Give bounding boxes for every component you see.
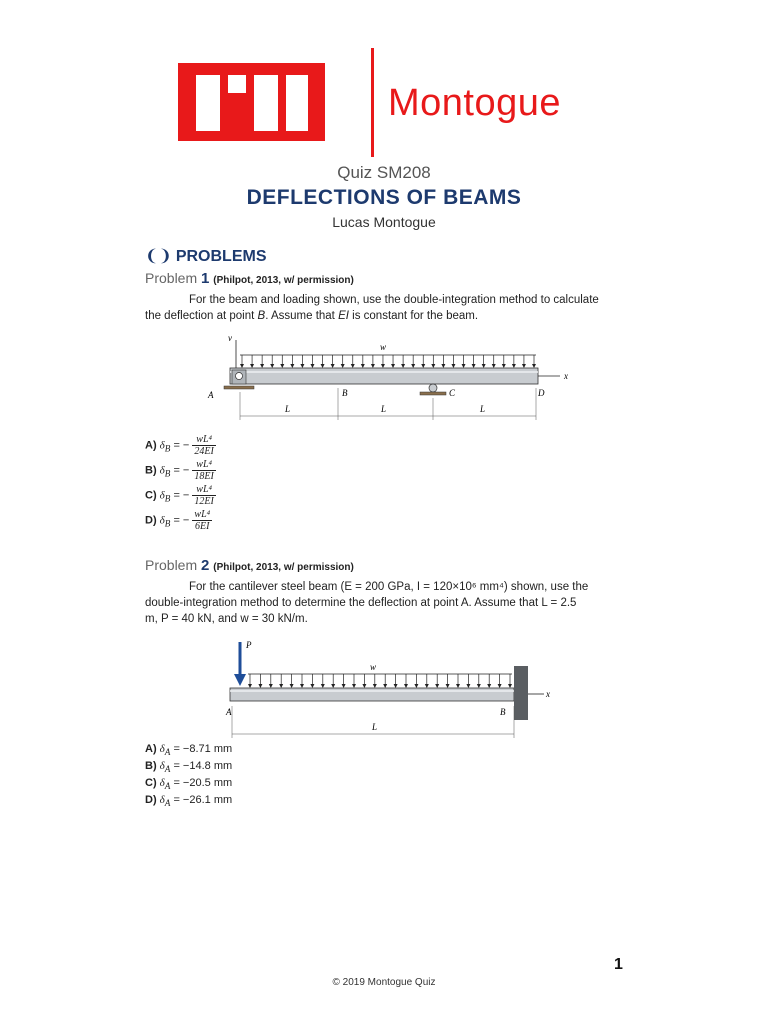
load-arrow-head — [451, 364, 455, 368]
load-arrow-head — [260, 364, 264, 368]
answer-option[interactable] — [145, 434, 216, 457]
delta-symbol: δ — [159, 777, 165, 789]
dimension-l-3: L — [480, 404, 486, 414]
page-title: DEFLECTIONS OF BEAMS — [246, 186, 522, 209]
load-arrow-head — [270, 364, 274, 368]
delta-symbol: δ — [159, 464, 165, 477]
load-arrow-head — [248, 684, 252, 688]
text-segment: EI — [338, 310, 349, 322]
logo-separator — [371, 48, 374, 157]
denominator: 6EI — [195, 521, 210, 532]
text-line: double-integration method to determine the deflection at point A. Assume that L = 2.5 — [145, 597, 577, 609]
answer-option[interactable] — [145, 794, 232, 808]
dimension-l-2: L — [381, 404, 387, 414]
load-w-label: w — [380, 342, 387, 352]
problem-2-text — [145, 579, 615, 627]
load-arrow-head — [435, 684, 439, 688]
load-arrow-head — [411, 364, 415, 368]
roller-support-c — [429, 384, 437, 392]
point-b-label: B — [500, 707, 506, 717]
subscript: B — [164, 518, 171, 529]
fraction — [192, 459, 215, 482]
v-axis-label: v — [228, 333, 232, 343]
load-arrow-head — [371, 364, 375, 368]
load-arrow-head — [404, 684, 408, 688]
text-segment: is constant for the beam. — [348, 310, 479, 322]
text-line: m, P = 40 kN, and w = 30 kN/m. — [145, 613, 308, 625]
point-a-label: A — [226, 707, 232, 717]
text-segment: . Assume that — [265, 310, 339, 322]
point-d-label: D — [538, 388, 545, 398]
load-arrow-head — [414, 684, 418, 688]
footer: © 2019 Montogue Quiz — [332, 977, 436, 988]
load-arrow-head — [361, 364, 365, 368]
text-segment: B — [257, 310, 266, 322]
load-arrow-head — [512, 364, 516, 368]
subscript: B — [164, 493, 171, 504]
answer-label: D) — [145, 514, 157, 527]
problem-1-heading — [145, 270, 354, 287]
load-arrow-head — [522, 364, 526, 368]
load-arrow-head — [532, 364, 536, 368]
load-arrow-head — [462, 364, 466, 368]
section-heading — [145, 246, 266, 266]
problem-citation: (Philpot, 2013, w/ permission) — [213, 275, 354, 286]
answer-label: D) — [145, 794, 157, 806]
answer-label: C) — [145, 777, 157, 789]
equals: = − — [170, 489, 190, 502]
quiz-label: Quiz SM208 — [337, 163, 431, 182]
answer-option[interactable] — [145, 509, 212, 532]
delta-symbol: δ — [159, 794, 165, 806]
point-c-label: C — [449, 388, 456, 398]
problem-2-heading — [145, 557, 354, 574]
equals: = − — [170, 439, 190, 452]
numerator: wL⁴ — [192, 459, 215, 471]
delta-symbol: δ — [159, 743, 165, 755]
bracket-icon: ❨❩ — [145, 248, 172, 265]
denominator: 18EI — [194, 471, 214, 482]
fraction — [192, 434, 215, 457]
x-axis-label: x — [546, 689, 550, 699]
load-arrow-head — [502, 364, 506, 368]
load-arrow-head — [381, 364, 385, 368]
answer-value: = −26.1 mm — [170, 794, 233, 806]
load-arrow-head — [508, 684, 512, 688]
subscript: B — [164, 468, 171, 479]
numerator: wL⁴ — [192, 434, 215, 446]
load-arrow-head — [498, 684, 502, 688]
load-arrow-head — [401, 364, 405, 368]
fraction — [192, 509, 212, 532]
load-arrow-head — [492, 364, 496, 368]
delta-symbol: δ — [159, 439, 165, 452]
text-line: For the cantilever steel beam (E = 200 GPa, I = 120×10⁶ mm⁴) shown, use the — [189, 581, 589, 593]
delta-symbol: δ — [159, 489, 165, 502]
text-segment: For the beam and loading shown, use the double-integration method to calculate the deflection at point — [145, 294, 599, 322]
answer-label: A) — [145, 743, 157, 755]
problem-citation: (Philpot, 2013, w/ permission) — [213, 562, 354, 573]
load-arrow-head — [441, 364, 445, 368]
load-arrow-head — [456, 684, 460, 688]
denominator: 12EI — [194, 496, 214, 507]
page-number: 1 — [614, 956, 623, 973]
answer-label: A) — [145, 439, 157, 452]
answer-option[interactable] — [145, 459, 216, 482]
subscript: B — [164, 443, 171, 454]
load-arrow-head — [482, 364, 486, 368]
load-arrow-head — [394, 684, 398, 688]
delta-symbol: δ — [159, 514, 165, 527]
point-a-label: A — [208, 390, 214, 400]
load-arrow-head — [269, 684, 273, 688]
load-arrow-head — [331, 684, 335, 688]
equals: = − — [170, 464, 190, 477]
load-arrow-head — [351, 364, 355, 368]
problem-number: 1 — [201, 270, 210, 287]
load-arrow-head — [431, 364, 435, 368]
load-arrow-head — [250, 364, 254, 368]
subscript: A — [164, 798, 171, 809]
load-arrow-head — [258, 684, 262, 688]
point-b-label: B — [342, 388, 348, 398]
fixed-wall-support — [514, 666, 528, 720]
load-arrow-head — [341, 364, 345, 368]
denominator: 24EI — [194, 446, 214, 457]
dimension-l: L — [372, 722, 378, 732]
load-arrow-head — [279, 684, 283, 688]
equals: = − — [170, 514, 190, 527]
load-arrow-head — [321, 684, 325, 688]
answer-label: C) — [145, 489, 157, 502]
brand-name: Montogue — [388, 82, 562, 124]
load-arrow-head — [391, 364, 395, 368]
load-p-label: P — [246, 640, 252, 650]
load-arrow-head — [331, 364, 335, 368]
distributed-load-arrows — [248, 674, 512, 688]
load-arrow-head — [373, 684, 377, 688]
answer-option[interactable] — [145, 484, 216, 507]
section-label: PROBLEMS — [175, 248, 267, 265]
subscript: A — [164, 747, 171, 758]
problem-label: Problem — [145, 557, 198, 573]
answer-label: B) — [145, 760, 157, 772]
numerator: wL⁴ — [194, 509, 211, 520]
load-arrow-head — [466, 684, 470, 688]
subscript: A — [164, 781, 171, 792]
load-arrow-head — [362, 684, 366, 688]
montogue-logo — [178, 63, 325, 141]
load-arrow-head — [421, 364, 425, 368]
load-arrow-head — [290, 684, 294, 688]
beam-figure-1 — [200, 330, 590, 425]
load-arrow-head — [310, 364, 314, 368]
answer-label: B) — [145, 464, 157, 477]
load-arrow-head — [280, 364, 284, 368]
load-arrow-head — [487, 684, 491, 688]
distributed-load-arrows — [240, 355, 536, 368]
fraction — [192, 484, 215, 507]
author: Lucas Montogue — [332, 214, 436, 230]
load-arrow-head — [240, 364, 244, 368]
problem-1-text — [145, 292, 615, 324]
x-axis-label: x — [564, 371, 568, 381]
dimension-l-1: L — [285, 404, 291, 414]
answer-value: = −20.5 mm — [170, 777, 233, 789]
load-arrow-head — [425, 684, 429, 688]
load-arrow-head — [477, 684, 481, 688]
problem-label: Problem — [145, 270, 198, 286]
load-arrow-head — [300, 364, 304, 368]
load-arrow-head — [310, 684, 314, 688]
load-arrow-head — [383, 684, 387, 688]
numerator: wL⁴ — [192, 484, 215, 496]
answer-option[interactable] — [145, 743, 232, 757]
answer-option[interactable] — [145, 777, 232, 791]
delta-symbol: δ — [159, 760, 165, 772]
load-arrow-head — [321, 364, 325, 368]
answer-option[interactable] — [145, 760, 232, 774]
load-w-label: w — [370, 662, 377, 672]
beam-figure-2 — [222, 636, 562, 740]
subscript: A — [164, 764, 171, 775]
load-arrow-head — [342, 684, 346, 688]
load-arrow-head — [300, 684, 304, 688]
load-arrow-head — [352, 684, 356, 688]
answer-value: = −14.8 mm — [170, 760, 233, 772]
answer-value: = −8.71 mm — [170, 743, 233, 755]
load-arrow-head — [472, 364, 476, 368]
load-arrow-head — [446, 684, 450, 688]
load-arrow-head — [290, 364, 294, 368]
problem-number: 2 — [201, 557, 210, 574]
